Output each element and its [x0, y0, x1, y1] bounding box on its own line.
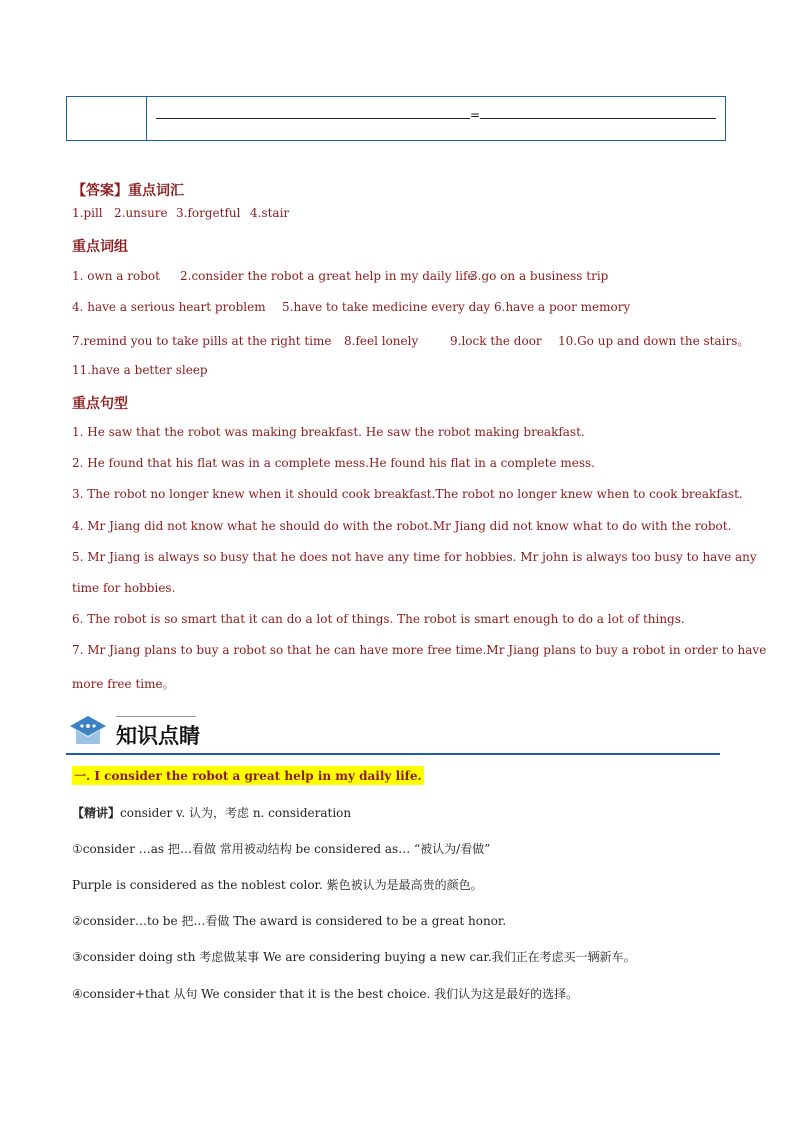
fill-blank-left[interactable]: [156, 118, 470, 119]
phrase-item: 5.have to take medicine every day: [282, 300, 491, 314]
graduation-cap-icon: [68, 714, 108, 748]
sentence-line: 5. Mr Jiang is always so busy that he does not have any time for hobbies. Mr john is always too busy to have any: [72, 550, 757, 564]
phrase-item: 1. own a robot: [72, 269, 160, 283]
section-title: 知识点睛: [116, 724, 200, 748]
banner-accent-line: [116, 716, 196, 717]
phrase-item: 8.feel lonely: [344, 334, 419, 348]
sentence-line: more free time。: [72, 677, 175, 691]
sentence-line: 4. Mr Jiang did not know what he should do with the robot.Mr Jiang did not know what to do with the robot.: [72, 519, 732, 533]
phrase-item: 6.have a poor memory: [494, 300, 631, 314]
usage-line: ①consider …as 把…看做 常用被动结构 be considered as… “被认为/看做”: [72, 842, 491, 856]
phrases-row: [72, 300, 630, 314]
section-rule: [66, 753, 720, 755]
point-title: 一. I consider the robot a great help in my daily life.: [72, 766, 424, 785]
sentence-line: 7. Mr Jiang plans to buy a robot so that he can have more free time.Mr Jiang plans to buy a robot in order to have: [72, 643, 767, 657]
sentence-line: 6. The robot is so smart that it can do a lot of things. The robot is smart enough to do a lot of things.: [72, 612, 685, 626]
sentence-line: 2. He found that his flat was in a complete mess.He found his flat in a complete mess.: [72, 456, 595, 470]
vocab-item: 4.stair: [250, 206, 290, 220]
vocab-heading: 重点词汇: [128, 183, 184, 199]
phrases-row: [72, 332, 749, 349]
equals-sign: =: [470, 108, 481, 122]
phrase-item: 7.remind you to take pills at the right time: [72, 334, 332, 348]
answer-heading: [72, 180, 184, 200]
usage-line: ③consider doing sth 考虑做某事 We are considering buying a new car.我们正在考虑买一辆新车。: [72, 950, 636, 964]
vocab-item: 3.forgetful: [176, 206, 241, 220]
usage-line: ④consider+that 从句 We consider that it is the best choice. 我们认为这是最好的选择。: [72, 987, 579, 1001]
phrases-row: [72, 363, 208, 377]
explain-text: consider v. 认为，考虑 n. consideration: [120, 806, 352, 820]
phrase-item: 4. have a serious heart problem: [72, 300, 266, 314]
phrase-item: 2.consider the robot a great help in my daily life: [180, 269, 475, 283]
phrases-heading: 重点词组: [72, 239, 128, 255]
vocab-item: 2.unsure: [114, 206, 168, 220]
table-column-divider: [146, 96, 147, 141]
sentence-line: 3. The robot no longer knew when it should cook breakfast.The robot no longer knew when to cook breakfast.: [72, 487, 743, 501]
vocab-list: [72, 206, 289, 220]
phrase-item: 11.have a better sleep: [72, 363, 208, 377]
explain-line: [72, 804, 351, 821]
sentences-heading: 重点句型: [72, 396, 128, 412]
sentence-line: 1. He saw that the robot was making breakfast. He saw the robot making breakfast.: [72, 425, 585, 439]
usage-example: Purple is considered as the noblest color. 紫色被认为是最高贵的颜色。: [72, 878, 483, 892]
phrase-item: 10.Go up and down the stairs。: [558, 334, 750, 348]
vocab-item: 1.pill: [72, 206, 103, 220]
explain-label: 【精讲】: [72, 806, 121, 820]
usage-line: ②consider…to be 把…看做 The award is considered to be a great honor.: [72, 914, 507, 928]
sentence-line: time for hobbies.: [72, 581, 176, 595]
phrases-row: [72, 269, 608, 283]
fill-blank-right[interactable]: [480, 118, 716, 119]
phrase-item: 9.lock the door: [450, 334, 542, 348]
phrase-item: 3.go on a business trip: [470, 269, 609, 283]
answer-label: 【答案】: [72, 183, 128, 199]
